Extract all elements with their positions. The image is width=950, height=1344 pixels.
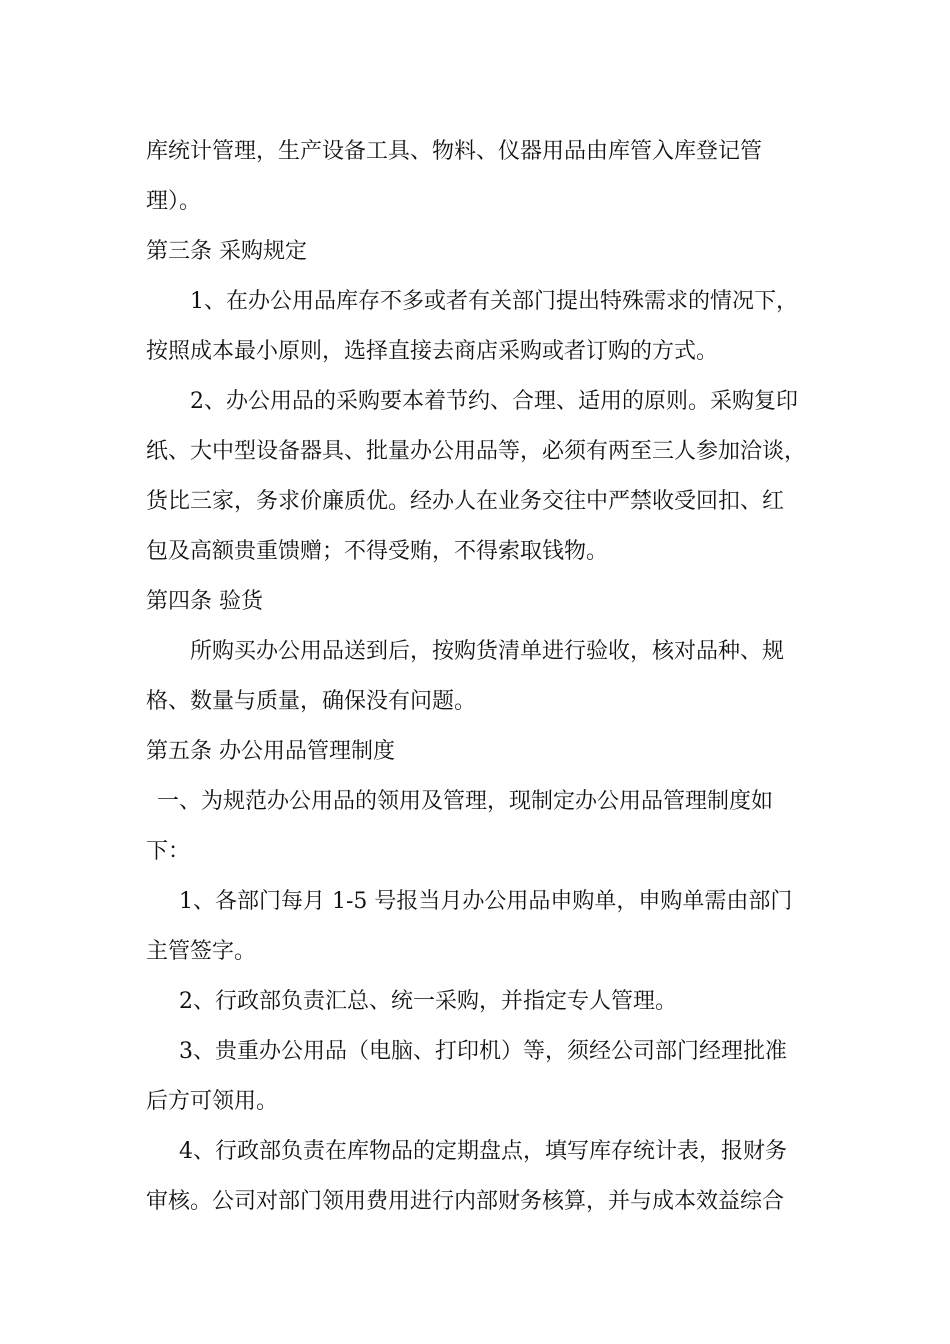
text-line: 所购买办公用品送到后，按购货清单进行验收，核对品种、规 [190, 639, 785, 664]
text-line: 按照成本最小原则，选择直接去商店采购或者订购的方式。 [146, 339, 719, 364]
text-line: 格、数量与质量，确保没有问题。 [146, 689, 477, 714]
text-line: 2、办公用品的采购要本着节约、合理、适用的原则。采购复印 [190, 389, 798, 414]
text-line: 后方可领用。 [146, 1089, 279, 1114]
text-line: 包及高额贵重馈赠；不得受贿，不得索取钱物。 [146, 539, 609, 564]
text-line: 货比三家，务求价廉质优。经办人在业务交往中严禁收受回扣、红 [146, 489, 785, 514]
text-line: 1、在办公用品库存不多或者有关部门提出特殊需求的情况下， [190, 289, 798, 314]
text-line: 2、行政部负责汇总、统一采购，并指定专人管理。 [179, 989, 677, 1014]
text-line: 3、贵重办公用品（电脑、打印机）等，须经公司部门经理批准 [179, 1039, 787, 1064]
text-line: 库统计管理，生产设备工具、物料、仪器用品由库管入库登记管 [146, 139, 763, 164]
text-line: 主管签字。 [146, 939, 257, 964]
text-line: 理）。 [146, 189, 202, 214]
section-heading: 第四条 验货 [146, 589, 263, 614]
text-line: 下： [146, 839, 191, 864]
text-line: 一、为规范办公用品的领用及管理，现制定办公用品管理制度如 [157, 789, 774, 814]
text-line: 4、行政部负责在库物品的定期盘点，填写库存统计表，报财务 [179, 1139, 787, 1164]
section-heading: 第五条 办公用品管理制度 [146, 739, 395, 764]
text-line: 1、各部门每月 1-5 号报当月办公用品申购单，申购单需由部门 [179, 889, 793, 914]
section-heading: 第三条 采购规定 [146, 239, 307, 264]
text-line: 审核。公司对部门领用费用进行内部财务核算，并与成本效益综合 [146, 1189, 785, 1214]
text-line: 纸、大中型设备器具、批量办公用品等，必须有两至三人参加洽谈， [146, 439, 807, 464]
